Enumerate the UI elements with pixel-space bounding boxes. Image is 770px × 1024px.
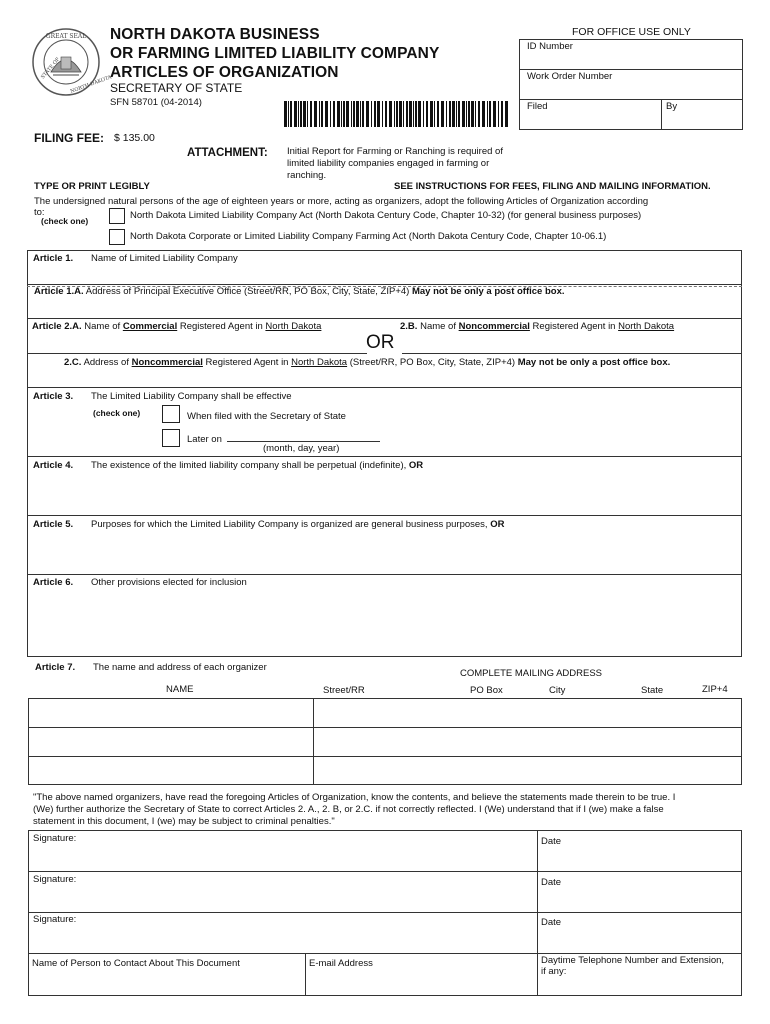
article-2c-note: May not be only a post office box.: [517, 357, 671, 368]
effective-when-filed-checkbox[interactable]: [162, 405, 180, 423]
contact-name-label: Name of Person to Contact About This Document: [32, 958, 240, 969]
date-3-label: Date: [541, 917, 562, 928]
filing-fee-amount: $ 135.00: [114, 132, 155, 144]
article-2a-label: Article 2.A.: [32, 321, 82, 332]
article-2a-pre: Name of: [84, 321, 121, 332]
form-title-line-3: ARTICLES OF ORGANIZATION: [110, 64, 339, 81]
col-zip: ZIP+4: [702, 684, 728, 695]
llc-name-field[interactable]: [28, 266, 741, 284]
article-4-or: OR: [408, 460, 424, 471]
state-seal: [31, 27, 113, 97]
date-3-field[interactable]: [538, 930, 741, 952]
article-2a-nd: North Dakota: [265, 321, 322, 332]
effective-later-label: Later on: [187, 434, 222, 445]
article-4-row: [91, 460, 423, 471]
office-use-box: [519, 39, 743, 130]
statement-line-1: "The above named organizers, have read the foregoing Articles of Organization, know the contents, and believe the statements made therein to be true. I: [33, 792, 676, 803]
article-2b-label: 2.B.: [400, 321, 418, 332]
statement-line-3: statement in this document, I (we) may be subject to criminal penalties.": [33, 816, 335, 827]
article-2c-post: (Street/RR, PO Box, City, State, ZIP+4): [349, 357, 516, 368]
col-name: NAME: [166, 684, 194, 695]
article-2a-commercial: Commercial: [122, 321, 178, 332]
email-field[interactable]: [306, 971, 536, 995]
article-4-label: Article 4.: [33, 460, 74, 471]
act-option-1-label: North Dakota Limited Liability Company Act (North Dakota Century Code, Chapter 10-32) (for general business purposes): [130, 210, 642, 221]
filed-label: Filed: [527, 101, 548, 112]
phone-label-1: Daytime Telephone Number and Extension,: [541, 955, 725, 966]
article-1a-label: Article 1.A.: [34, 286, 84, 297]
signature-1-field[interactable]: [29, 846, 536, 870]
effective-date-hint: (month, day, year): [263, 443, 340, 454]
phone-field[interactable]: [538, 978, 741, 995]
organizer-3-name-field[interactable]: [29, 757, 312, 784]
principal-office-address-field[interactable]: [28, 300, 741, 318]
article-3-check-one: (check one): [93, 408, 141, 418]
signature-3-field[interactable]: [29, 928, 536, 952]
article-2b-row: [400, 321, 674, 332]
article-5-row: [91, 519, 504, 530]
commercial-agent-field[interactable]: [28, 334, 358, 352]
article-6-label: Article 6.: [33, 577, 74, 588]
agency-name: SECRETARY OF STATE: [110, 81, 243, 95]
article-2b-noncommercial: Noncommercial: [458, 321, 530, 332]
signature-3-label: Signature:: [33, 914, 77, 925]
act-option-2-checkbox[interactable]: [109, 229, 125, 245]
article-2a-row: [32, 321, 321, 332]
article-7-text: The name and address of each organizer: [93, 662, 267, 673]
effective-when-filed-label: When filed with the Secretary of State: [187, 411, 346, 422]
article-3-text: The Limited Liability Company shall be effective: [91, 391, 292, 402]
effective-date-line[interactable]: [227, 441, 380, 442]
article-4-text: The existence of the limited liability company shall be perpetual (indefinite),: [91, 460, 407, 471]
col-city: City: [549, 685, 566, 696]
check-one-label: (check one): [41, 216, 89, 226]
organizer-2-name-field[interactable]: [29, 728, 312, 755]
article-2a-mid: Registered Agent in: [179, 321, 263, 332]
article-2c-mid: Registered Agent in: [205, 357, 289, 368]
article-6-field[interactable]: [28, 591, 741, 655]
by-label: By: [666, 101, 678, 112]
article-4-field[interactable]: [28, 474, 741, 514]
article-5-label: Article 5.: [33, 519, 74, 530]
article-5-or: OR: [490, 519, 505, 530]
date-2-label: Date: [541, 877, 562, 888]
date-1-field[interactable]: [538, 848, 741, 870]
article-6-text: Other provisions elected for inclusion: [91, 577, 247, 588]
attachment-label: ATTACHMENT:: [187, 147, 268, 159]
article-2c-label: 2.C.: [64, 357, 82, 368]
see-instructions: SEE INSTRUCTIONS FOR FEES, FILING AND MAILING INFORMATION.: [394, 181, 711, 192]
article-1a-row: [34, 286, 565, 297]
article-7-label: Article 7.: [35, 662, 76, 673]
article-2c-row: [64, 357, 670, 368]
email-label: E-mail Address: [309, 958, 373, 969]
complete-mailing-label: COMPLETE MAILING ADDRESS: [460, 668, 603, 679]
signature-2-field[interactable]: [29, 887, 536, 911]
phone-label-2: if any:: [541, 966, 567, 977]
effective-later-checkbox[interactable]: [162, 429, 180, 447]
article-2b-pre: Name of: [420, 321, 456, 332]
filing-fee-label: FILING FEE:: [34, 131, 104, 145]
attachment-text-3: ranching.: [287, 170, 327, 181]
organizer-1-address-field[interactable]: [314, 699, 741, 726]
article-5-text: Purposes for which the Limited Liability Company is organized are general business purposes,: [91, 519, 488, 530]
article-1a-text: Address of Principal Executive Office (Street/RR, PO Box, City, State, ZIP+4): [85, 286, 410, 297]
article-2c-pre: Address of: [83, 357, 129, 368]
article-1a-note: May not be only a post office box.: [411, 286, 565, 297]
svg-text:NORTH DAKOTA: NORTH DAKOTA: [69, 74, 113, 95]
type-print-legibly: TYPE OR PRINT LEGIBLY: [34, 181, 150, 192]
article-1-text: Name of Limited Liability Company: [91, 253, 238, 264]
date-1-label: Date: [541, 836, 562, 847]
intro-to: to:: [34, 207, 45, 218]
intro-text: The undersigned natural persons of the age of eighteen years or more, acting as organizers, adopt the following Articles of Organization according: [34, 196, 649, 207]
article-2b-mid: Registered Agent in: [532, 321, 616, 332]
col-street: Street/RR: [323, 685, 365, 696]
date-2-field[interactable]: [538, 889, 741, 911]
article-1-label: Article 1.: [33, 253, 74, 264]
form-title-line-2: OR FARMING LIMITED LIABILITY COMPANY: [110, 45, 440, 62]
attachment-text-1: Initial Report for Farming or Ranching is required of: [287, 146, 503, 157]
organizer-3-address-field[interactable]: [314, 757, 741, 784]
noncommercial-agent-address-field[interactable]: [28, 370, 741, 387]
office-use-heading: FOR OFFICE USE ONLY: [572, 26, 691, 38]
svg-text:GREAT SEAL: GREAT SEAL: [45, 33, 87, 40]
signature-2-label: Signature:: [33, 874, 77, 885]
work-order-label: Work Order Number: [527, 71, 613, 82]
or-separator: OR: [366, 332, 395, 353]
id-number-label: ID Number: [527, 41, 573, 52]
article-5-field[interactable]: [28, 533, 741, 573]
col-pobox: PO Box: [470, 685, 503, 696]
attachment-text-2: limited liability companies engaged in farming or: [287, 158, 490, 169]
noncommercial-agent-field[interactable]: [403, 334, 741, 352]
act-option-2-label: North Dakota Corporate or Limited Liability Company Farming Act (North Dakota Century Code, Chapter 10-06.1): [130, 231, 607, 242]
article-3-label: Article 3.: [33, 391, 74, 402]
form-title-line-1: NORTH DAKOTA BUSINESS: [110, 26, 320, 43]
svg-text:STATE OF: STATE OF: [39, 56, 62, 81]
col-state: State: [641, 685, 664, 696]
article-2c-noncommercial: Noncommercial: [131, 357, 203, 368]
form-number: SFN 58701 (04-2014): [110, 97, 202, 108]
barcode: [282, 101, 512, 127]
act-option-1-checkbox[interactable]: [109, 208, 125, 224]
article-2b-nd: North Dakota: [618, 321, 675, 332]
statement-line-2: (We) further authorize the Secretary of State to correct Articles 2. A., 2. B, or 2.C. if not correctly reflected. I (We) understand that if I (we) make a false: [33, 804, 664, 815]
contact-name-field[interactable]: [29, 971, 304, 995]
organizer-2-address-field[interactable]: [314, 728, 741, 755]
organizer-1-name-field[interactable]: [29, 699, 312, 726]
article-2c-nd: North Dakota: [291, 357, 348, 368]
signature-1-label: Signature:: [33, 833, 77, 844]
